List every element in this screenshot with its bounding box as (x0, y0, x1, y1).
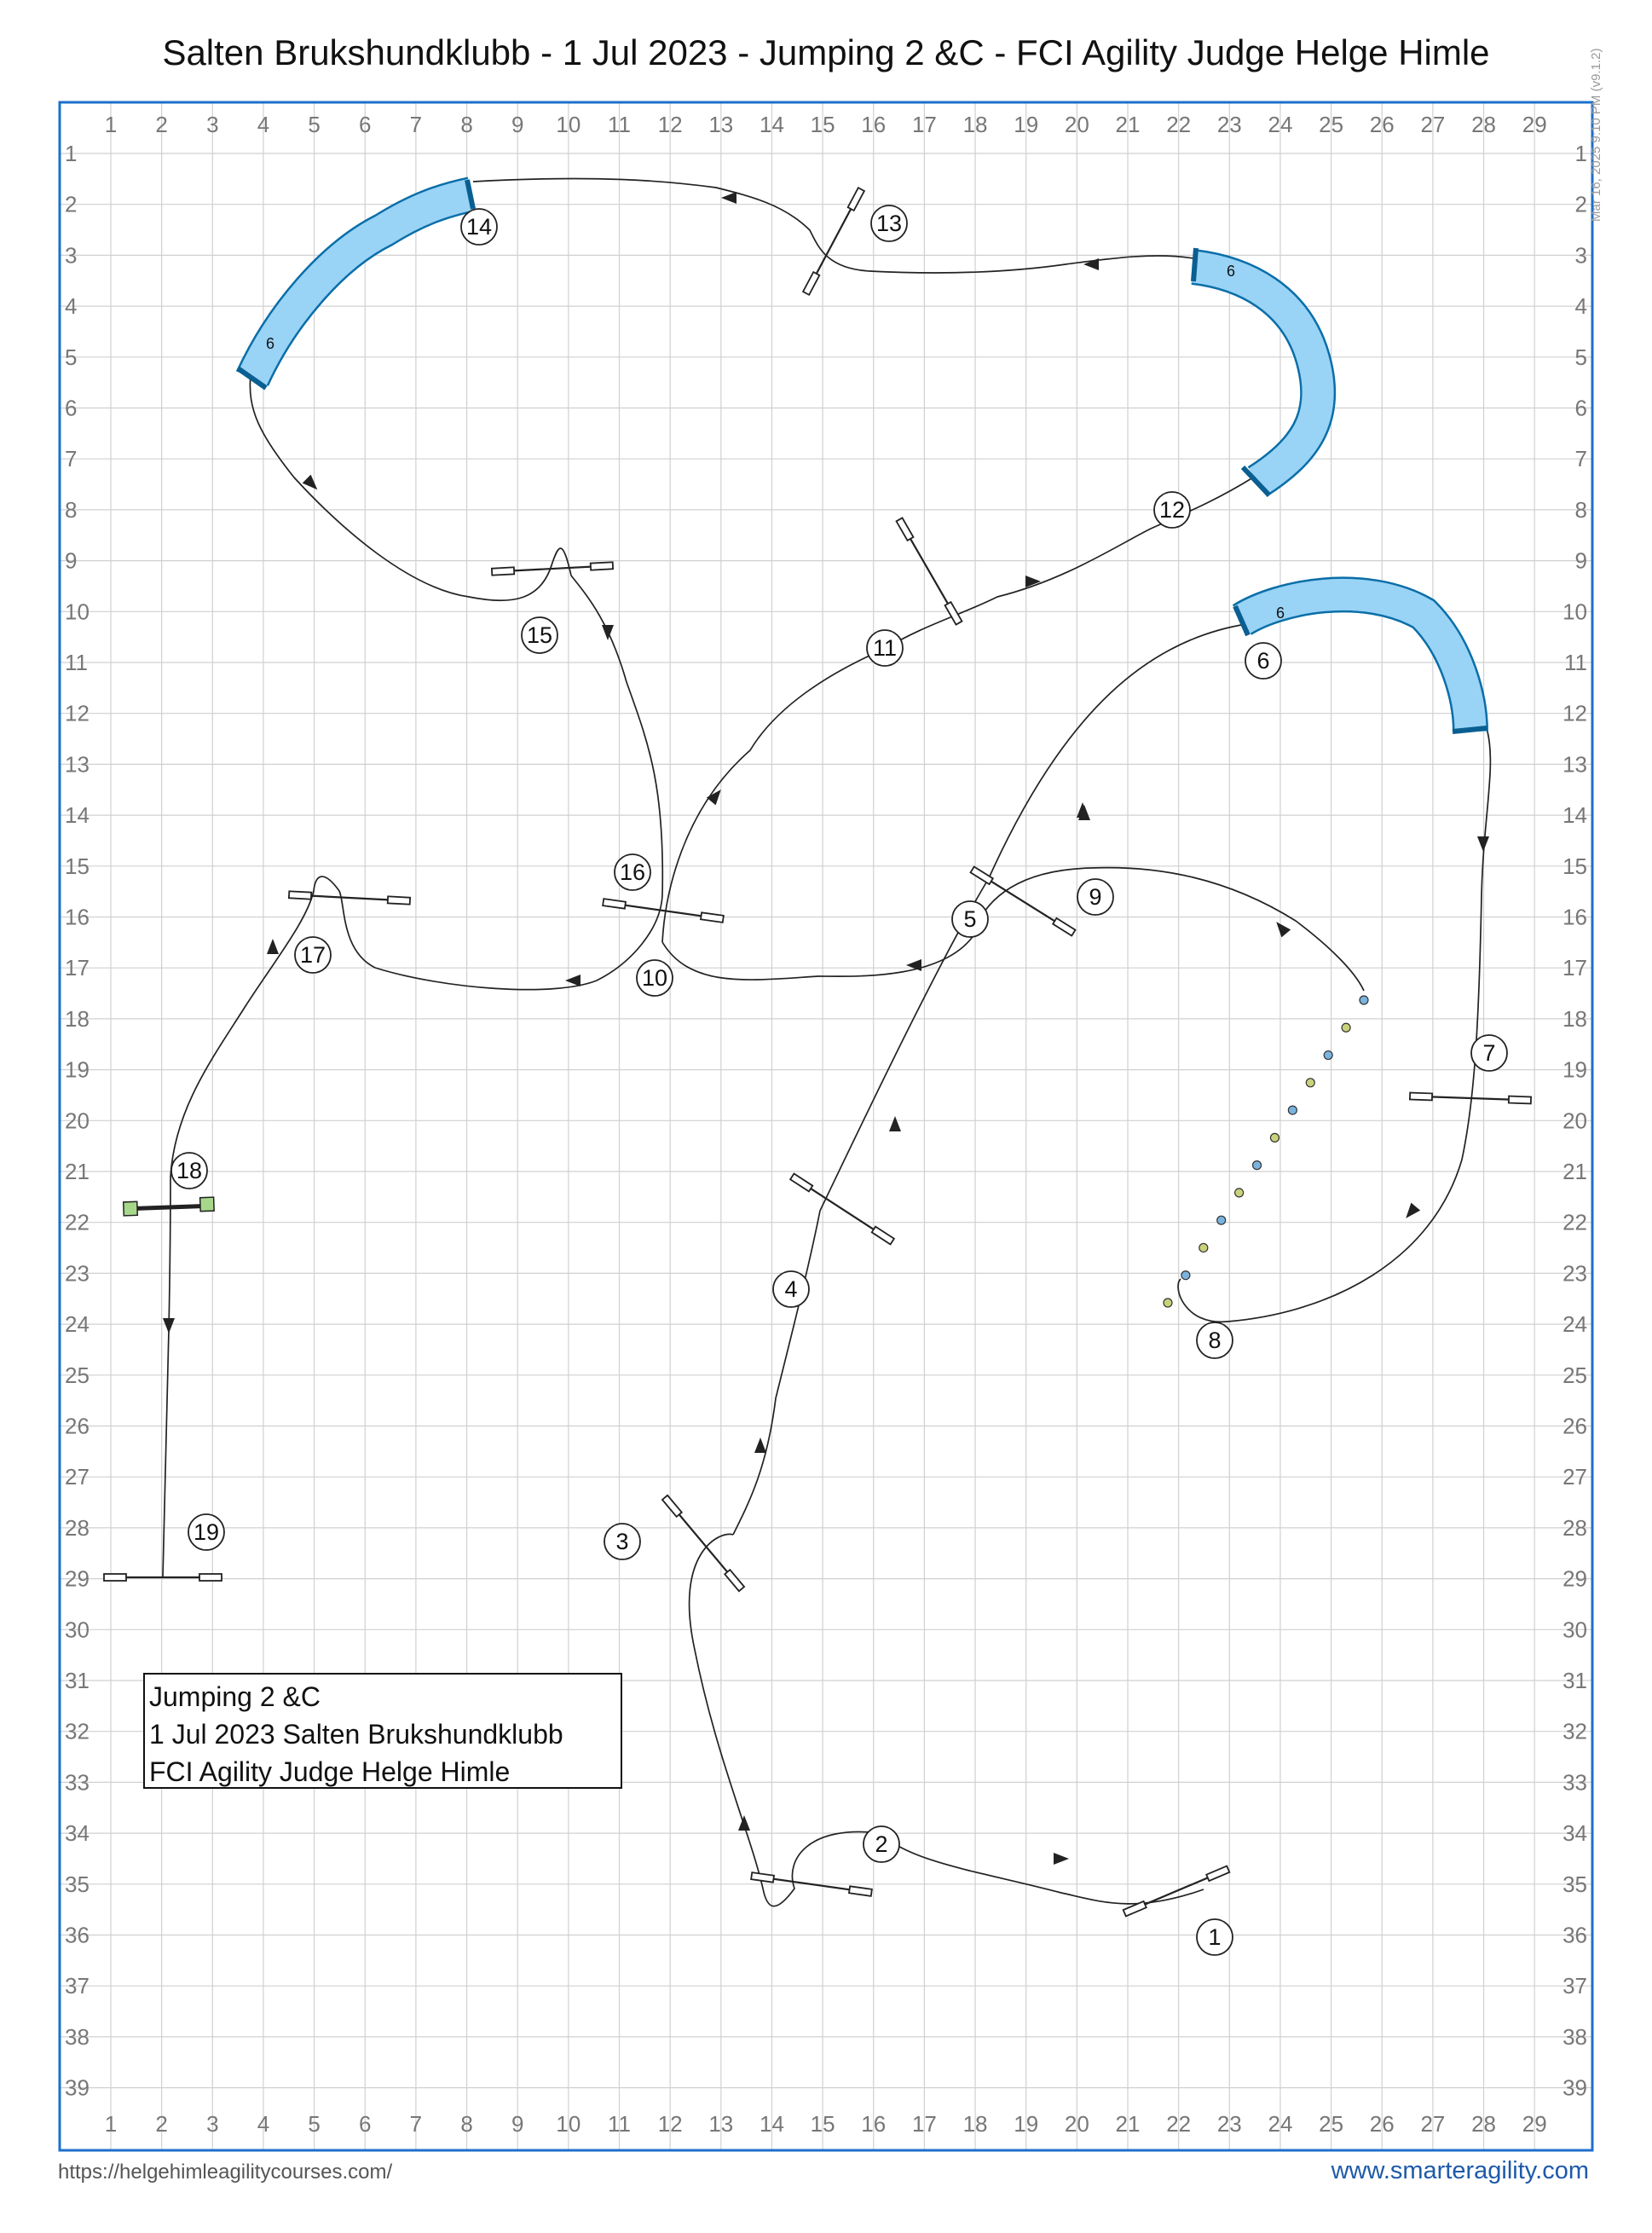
axis-label-left: 12 (65, 700, 90, 726)
obstacles (104, 180, 1531, 1916)
axis-label-bottom: 9 (511, 2111, 524, 2137)
axis-label-left: 2 (65, 191, 78, 217)
axis-label-right: 20 (1562, 1108, 1587, 1134)
arrow-head (303, 475, 322, 495)
obstacle-number-10 (637, 960, 673, 996)
axis-label-right: 4 (1574, 293, 1587, 320)
weave-pole (1235, 1189, 1244, 1197)
axis-label-top: 26 (1369, 112, 1395, 137)
axis-label-bottom: 25 (1319, 2111, 1344, 2137)
axis-label-right: 34 (1562, 1820, 1587, 1847)
axis-label-right: 36 (1562, 1922, 1587, 1948)
axis-label-left: 31 (65, 1668, 90, 1693)
obstacle-number-3 (604, 1524, 640, 1559)
weave-pole (1342, 1023, 1350, 1032)
jump-wing (1509, 1096, 1531, 1104)
path-arrow (738, 1815, 750, 1831)
axis-label-bottom: 16 (861, 2111, 887, 2137)
path-segment (163, 1177, 170, 1577)
axis-label-right: 11 (1564, 650, 1587, 675)
arrow-head (163, 1318, 175, 1333)
weave-pole (1164, 1299, 1172, 1307)
path-arrow (721, 192, 736, 204)
axis-label-top: 25 (1319, 112, 1344, 137)
weave-pole (1199, 1243, 1208, 1252)
axis-label-top: 29 (1522, 112, 1547, 137)
jump-11 (897, 518, 962, 624)
info-line-event: 1 Jul 2023 Salten Brukshundklubb (149, 1719, 563, 1750)
axis-label-left: 8 (65, 496, 78, 523)
axis-label-bottom: 8 (460, 2111, 473, 2137)
number-label: 5 (963, 906, 977, 932)
axis-label-bottom: 22 (1166, 2111, 1192, 2137)
axis-label-left: 18 (65, 1005, 90, 1032)
axis-label-right: 1 (1574, 141, 1587, 166)
axis-label-top: 11 (608, 112, 631, 137)
field-border (60, 102, 1592, 2150)
axis-label-left: 13 (65, 751, 90, 778)
info-line-class: Jumping 2 &C (149, 1681, 321, 1712)
axis-label-top: 23 (1216, 112, 1242, 137)
axis-label-bottom: 29 (1522, 2111, 1547, 2137)
number-label: 15 (526, 622, 553, 648)
axis-label-left: 20 (65, 1108, 90, 1134)
axis-label-right: 16 (1562, 904, 1587, 930)
jump-wing (388, 896, 410, 904)
number-label: 12 (1158, 497, 1186, 523)
tunnel-opening (1193, 248, 1196, 281)
jump-wing (662, 1495, 682, 1517)
axis-label-right: 25 (1562, 1362, 1587, 1388)
arrow-head (1054, 1853, 1069, 1865)
axis-label-bottom: 24 (1268, 2111, 1293, 2137)
axis-label-top: 16 (861, 112, 887, 137)
axis-label-top: 14 (759, 112, 784, 137)
axis-label-right: 17 (1562, 955, 1587, 981)
arrow-head (1077, 802, 1089, 818)
axis-label-top: 17 (911, 112, 937, 137)
arrow-head (1401, 1203, 1420, 1223)
weave-pole (1217, 1216, 1226, 1224)
axis-label-left: 9 (65, 547, 78, 574)
axis-label-left: 10 (65, 599, 90, 625)
axis-label-top: 21 (1115, 112, 1141, 137)
axis-label-right: 22 (1562, 1209, 1587, 1235)
jump-wing (790, 1174, 812, 1192)
number-label: 17 (299, 942, 326, 968)
axis-label-top: 24 (1268, 112, 1293, 137)
jump-wing (1053, 918, 1075, 936)
jump-1 (1123, 1866, 1230, 1917)
axis-label-right: 24 (1562, 1311, 1587, 1338)
obstacle-number-9 (1077, 879, 1113, 915)
axis-label-top: 6 (359, 112, 372, 137)
tunnel-12 (1193, 248, 1318, 495)
tunnel-length-label: 6 (1275, 605, 1285, 622)
axis-label-right: 18 (1562, 1005, 1587, 1032)
axis-label-top: 2 (155, 112, 168, 137)
axis-label-bottom: 27 (1420, 2111, 1446, 2137)
arrow-head (721, 192, 736, 204)
path-arrow (754, 1438, 766, 1453)
axis-label-right: 32 (1562, 1718, 1587, 1744)
weave-pole (1360, 996, 1368, 1004)
jump-16 (603, 899, 724, 923)
path-segment (690, 1534, 1204, 1906)
number-label: 16 (619, 859, 646, 885)
arrow-head (1272, 918, 1291, 938)
path-arrow (267, 939, 279, 954)
jump-wing (1410, 1093, 1432, 1101)
footer-link-smarteragility[interactable]: www.smarteragility.com (1331, 2157, 1589, 2184)
axis-label-bottom: 14 (759, 2111, 784, 2137)
path-arrow (1054, 1853, 1069, 1865)
number-label: 6 (1256, 648, 1270, 674)
axis-label-top: 20 (1064, 112, 1089, 137)
obstacle-number-16 (615, 854, 650, 890)
axis-label-right: 3 (1574, 242, 1587, 269)
obstacle-number-7 (1471, 1035, 1507, 1071)
axis-label-right: 10 (1562, 599, 1587, 625)
axis-label-bottom: 11 (608, 2111, 631, 2137)
axis-label-left: 28 (65, 1514, 90, 1541)
axis-label-bottom: 20 (1064, 2111, 1089, 2137)
number-label: 3 (615, 1529, 629, 1554)
axis-label-bottom: 18 (962, 2111, 988, 2137)
axis-label-right: 23 (1562, 1260, 1587, 1287)
axis-label-bottom: 21 (1115, 2111, 1141, 2137)
axis-label-top: 8 (460, 112, 473, 137)
number-label: 14 (465, 214, 493, 240)
tunnel-opening (1453, 728, 1487, 732)
axis-label-bottom: 5 (308, 2111, 321, 2137)
axis-label-left: 4 (65, 293, 78, 320)
axis-label-left: 27 (65, 1464, 90, 1490)
obstacle-number-15 (522, 617, 557, 653)
axis-label-right: 2 (1574, 191, 1587, 217)
path-segment (170, 375, 662, 1177)
obstacle-number-1 (1197, 1919, 1233, 1955)
arrow-head (602, 625, 614, 640)
axis-label-bottom: 12 (657, 2111, 683, 2137)
obstacle-number-19 (188, 1514, 224, 1550)
path-arrow (1083, 258, 1099, 270)
axis-label-top: 27 (1420, 112, 1446, 137)
path-arrow (889, 1116, 901, 1131)
axis-label-left: 5 (65, 344, 78, 370)
axis-label-left: 15 (65, 853, 90, 879)
axis-label-left: 26 (65, 1413, 90, 1439)
obstacle-number-5 (952, 901, 988, 937)
axis-label-top: 9 (511, 112, 524, 137)
axis-label-right: 26 (1562, 1413, 1587, 1439)
jump-wing (849, 1886, 872, 1896)
axis-label-bottom: 2 (155, 2111, 168, 2137)
obstacle-number-8 (1197, 1322, 1233, 1358)
axis-label-bottom: 23 (1216, 2111, 1242, 2137)
axis-label-top: 22 (1166, 112, 1192, 137)
weave-pole (1324, 1051, 1332, 1060)
axis-label-right: 29 (1562, 1565, 1587, 1592)
path-arrow (602, 625, 614, 640)
axis-label-left: 32 (65, 1718, 90, 1744)
weave-pole (1288, 1106, 1297, 1114)
jump-wing (897, 518, 914, 541)
axis-label-left: 29 (65, 1565, 90, 1592)
info-line-judge: FCI Agility Judge Helge Himle (149, 1756, 511, 1787)
axis-label-left: 22 (65, 1209, 90, 1235)
axis-label-right: 33 (1562, 1769, 1587, 1796)
arrow-head (738, 1815, 750, 1831)
weave-pole (1306, 1079, 1314, 1087)
course-info-box (143, 1673, 622, 1789)
number-label: 8 (1208, 1328, 1222, 1353)
path-segment (733, 624, 1246, 1535)
arrow-head (565, 975, 581, 986)
jump-13 (803, 188, 864, 295)
obstacle-number-13 (871, 205, 907, 241)
number-label: 2 (875, 1831, 888, 1857)
obstacle-number-2 (864, 1826, 899, 1862)
axis-label-left: 30 (65, 1617, 90, 1643)
axis-label-top: 5 (308, 112, 321, 137)
axis-label-right: 5 (1574, 344, 1587, 370)
weave-8 (1164, 996, 1368, 1307)
axis-label-right: 7 (1574, 446, 1587, 472)
axis-label-left: 36 (65, 1922, 90, 1948)
axis-label-bottom: 13 (708, 2111, 734, 2137)
obstacle-number-14 (461, 209, 497, 245)
axis-label-bottom: 19 (1014, 2111, 1039, 2137)
axis-label-bottom: 3 (206, 2111, 219, 2137)
axis-label-right: 35 (1562, 1871, 1587, 1897)
axis-label-right: 6 (1574, 395, 1587, 421)
axis-label-left: 33 (65, 1769, 90, 1796)
obstacle-number-6 (1245, 643, 1281, 679)
obstacle-number-12 (1154, 492, 1190, 528)
axis-label-right: 38 (1562, 2023, 1587, 2050)
axis-label-bottom: 4 (257, 2111, 270, 2137)
axis-label-top: 4 (257, 112, 270, 137)
jump-wing (199, 1574, 222, 1581)
obstacle-number-18 (171, 1153, 207, 1189)
axis-label-left: 16 (65, 904, 90, 930)
axis-label-right: 15 (1562, 853, 1587, 879)
arrow-head (267, 939, 279, 954)
axis-label-top: 1 (104, 112, 118, 137)
jump-wing (725, 1570, 744, 1591)
obstacle-number-11 (867, 630, 903, 666)
jump-wing (1206, 1866, 1229, 1882)
axis-label-left: 3 (65, 242, 78, 269)
axis-label-right: 13 (1562, 751, 1587, 778)
tunnel-length-label: 6 (1226, 263, 1236, 280)
jump-wing (848, 188, 864, 211)
axis-label-left: 38 (65, 2023, 90, 2050)
axis-label-left: 19 (65, 1056, 90, 1083)
jump-wing (104, 1574, 126, 1581)
jump-17 (289, 891, 410, 904)
axis-label-bottom: 7 (409, 2111, 423, 2137)
axis-label-right: 37 (1562, 1973, 1587, 1999)
arrow-head (754, 1438, 766, 1453)
path-arrow (303, 475, 322, 495)
jump-wing (591, 562, 613, 570)
axis-label-top: 19 (1014, 112, 1039, 137)
jump-4 (790, 1174, 894, 1245)
axis-label-left: 1 (65, 141, 78, 166)
axis-label-left: 7 (65, 446, 78, 472)
weave-pole (1270, 1133, 1279, 1142)
axis-label-left: 11 (65, 650, 88, 675)
number-label: 18 (176, 1158, 203, 1183)
wall-bar (130, 1206, 207, 1208)
jump-wing (751, 1872, 774, 1883)
jump-wing (971, 867, 993, 885)
axis-label-left: 37 (65, 1973, 90, 1999)
path-segment (1178, 732, 1490, 1322)
number-label: 19 (193, 1519, 220, 1545)
path-segment (473, 178, 1193, 272)
weave-pole (1181, 1271, 1190, 1280)
axis-label-top: 12 (657, 112, 683, 137)
axis-label-right: 28 (1562, 1514, 1587, 1541)
wall-18 (124, 1197, 215, 1216)
axis-label-right: 21 (1562, 1159, 1587, 1184)
path-arrow (1272, 918, 1291, 938)
tunnel-length-label: 6 (265, 335, 275, 352)
path-arrow (1077, 802, 1089, 818)
axis-label-right: 8 (1574, 496, 1587, 523)
axis-label-right: 12 (1562, 700, 1587, 726)
axis-label-right: 14 (1562, 802, 1587, 829)
axis-label-left: 21 (65, 1159, 90, 1184)
axis-label-left: 39 (65, 2074, 90, 2101)
axis-label-left: 6 (65, 395, 78, 421)
axis-label-top: 18 (962, 112, 988, 137)
jump-wing (701, 912, 724, 923)
grid-lines (60, 102, 1592, 2150)
number-label: 4 (784, 1276, 798, 1302)
number-label: 9 (1089, 884, 1102, 910)
axis-label-left: 35 (65, 1871, 90, 1897)
number-label: 13 (875, 211, 903, 236)
axis-label-bottom: 17 (911, 2111, 937, 2137)
axis-label-left: 14 (65, 802, 90, 829)
axis-label-left: 25 (65, 1362, 90, 1388)
arrow-head (889, 1116, 901, 1131)
axis-label-left: 34 (65, 1820, 90, 1847)
axis-label-top: 15 (810, 112, 835, 137)
jump-wing (803, 272, 819, 295)
axis-label-left: 17 (65, 955, 90, 981)
axis-label-right: 19 (1562, 1056, 1587, 1083)
version-stamp: Mar 16, 2025 9:10 PM (v9.1.2) (1589, 48, 1603, 222)
axis-label-bottom: 26 (1369, 2111, 1395, 2137)
jump-wing (603, 899, 626, 909)
jump-wing (289, 891, 311, 899)
axis-label-left: 23 (65, 1260, 90, 1287)
path-segment (662, 868, 1364, 991)
axis-label-top: 3 (206, 112, 219, 137)
number-label: 11 (872, 635, 898, 661)
axis-label-right: 30 (1562, 1617, 1587, 1643)
axis-label-top: 28 (1471, 112, 1497, 137)
axis-label-right: 9 (1574, 547, 1587, 574)
path-arrow (1477, 836, 1489, 852)
axis-label-left: 24 (65, 1311, 90, 1338)
axis-label-bottom: 6 (359, 2111, 372, 2137)
axis-label-bottom: 10 (556, 2111, 581, 2137)
tunnel-outline (252, 194, 471, 379)
wall-tower (200, 1197, 215, 1212)
path-arrow (163, 1318, 175, 1333)
jump-wing (872, 1227, 894, 1245)
number-label: 1 (1208, 1924, 1222, 1950)
obstacle-number-17 (295, 937, 331, 973)
axis-label-top: 7 (409, 112, 423, 137)
jump-wing (492, 567, 514, 575)
number-label: 10 (641, 965, 668, 991)
weave-pole (1253, 1161, 1262, 1170)
axis-label-right: 27 (1562, 1464, 1587, 1490)
axis-label-right: 39 (1562, 2074, 1587, 2101)
axis-label-top: 13 (708, 112, 734, 137)
axis-label-right: 31 (1562, 1668, 1587, 1693)
obstacle-number-4 (773, 1271, 809, 1307)
axis-label-top: 10 (556, 112, 581, 137)
axis-label-bottom: 15 (810, 2111, 835, 2137)
arrow-head (1477, 836, 1489, 852)
jump-3 (662, 1495, 744, 1591)
axis-label-bottom: 28 (1471, 2111, 1497, 2137)
path-arrow (565, 975, 581, 986)
wall-tower (124, 1201, 138, 1216)
page-title: Salten Brukshundklubb - 1 Jul 2023 - Jumping 2 &C - FCI Agility Judge Helge Himle (162, 32, 1490, 72)
arrow-head (1083, 258, 1099, 270)
footer-link-courses[interactable]: https://helgehimleagilitycourses.com/ (58, 2161, 393, 2184)
axis-label-bottom: 1 (104, 2111, 118, 2137)
number-label: 7 (1482, 1040, 1496, 1066)
path-arrow (1401, 1203, 1420, 1223)
